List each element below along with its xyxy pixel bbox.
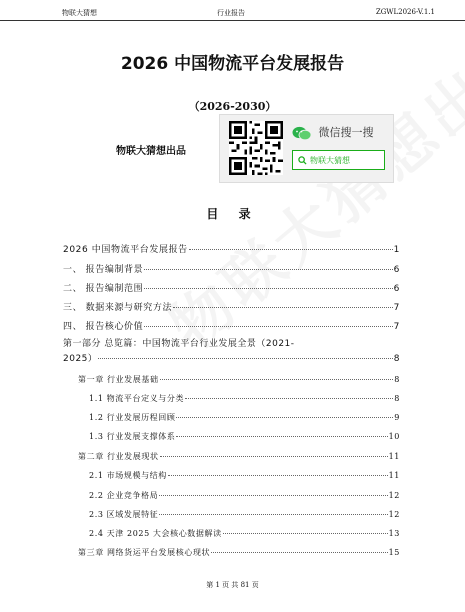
- wechat-search-row: [292, 124, 374, 141]
- toc-entry[interactable]: 一、 报告编制背景 6: [63, 265, 400, 275]
- toc-part-entry[interactable]: [63, 337, 400, 367]
- toc-part-line1: 第一部分 总览篇：中国物流平台行业发展全景（2021-: [63, 339, 295, 349]
- toc-part-line2: 2025）: [63, 354, 98, 364]
- wechat-account-label: 物联大猜想: [310, 155, 350, 165]
- wechat-search-card: [219, 114, 394, 183]
- toc-heading: 目 录: [206, 207, 259, 221]
- toc-section[interactable]: 2.4 天津 2025 大会核心数据解读 13: [89, 529, 400, 538]
- toc-section[interactable]: 2.2 企业竞争格局 12: [89, 491, 400, 500]
- publisher-label: 物联大猜想出品: [116, 146, 186, 157]
- page-header: [0, 0, 465, 21]
- toc-entry[interactable]: 三、 数据来源与研究方法 7: [63, 303, 400, 313]
- wechat-logo-icon: [292, 126, 312, 141]
- wechat-account-search-button[interactable]: [292, 150, 385, 170]
- toc-section[interactable]: 1.3 行业发展支撑体系 10: [89, 432, 400, 441]
- search-icon: [298, 156, 307, 165]
- toc-section[interactable]: 2.3 区域发展特征 12: [89, 510, 400, 519]
- toc-entry[interactable]: 二、 报告编制范围 6: [63, 284, 400, 294]
- header-right: ZGWL2026-V.1.1: [375, 8, 435, 16]
- report-title: 2026 中国物流平台发展报告: [120, 54, 345, 74]
- toc-chapter[interactable]: 第二章 行业发展现状 11: [78, 452, 400, 461]
- toc-section[interactable]: 2.1 市场规模与结构 11: [89, 471, 400, 480]
- report-subtitle: （2026-2030）: [188, 100, 277, 113]
- toc-entry[interactable]: 2026 中国物流平台发展报告 1: [63, 245, 400, 255]
- page-footer: 第 1 页 共 81 页: [206, 581, 259, 589]
- qr-code-icon: [229, 121, 283, 175]
- toc-chapter[interactable]: 第一章 行业发展基础 8: [78, 375, 400, 384]
- toc-section[interactable]: 1.1 物流平台定义与分类 8: [89, 394, 400, 403]
- toc-part-page: 8: [393, 354, 400, 364]
- toc-section[interactable]: 1.2 行业发展历程回顾 9: [89, 413, 400, 422]
- toc-entry[interactable]: 四、 报告核心价值 7: [63, 322, 400, 332]
- toc-chapter[interactable]: 第三章 网络货运平台发展核心现状 15: [78, 548, 400, 557]
- header-left: 物联大猜想: [62, 9, 97, 17]
- header-center: 行业报告: [217, 9, 245, 17]
- wechat-search-label: 微信搜一搜: [318, 126, 374, 139]
